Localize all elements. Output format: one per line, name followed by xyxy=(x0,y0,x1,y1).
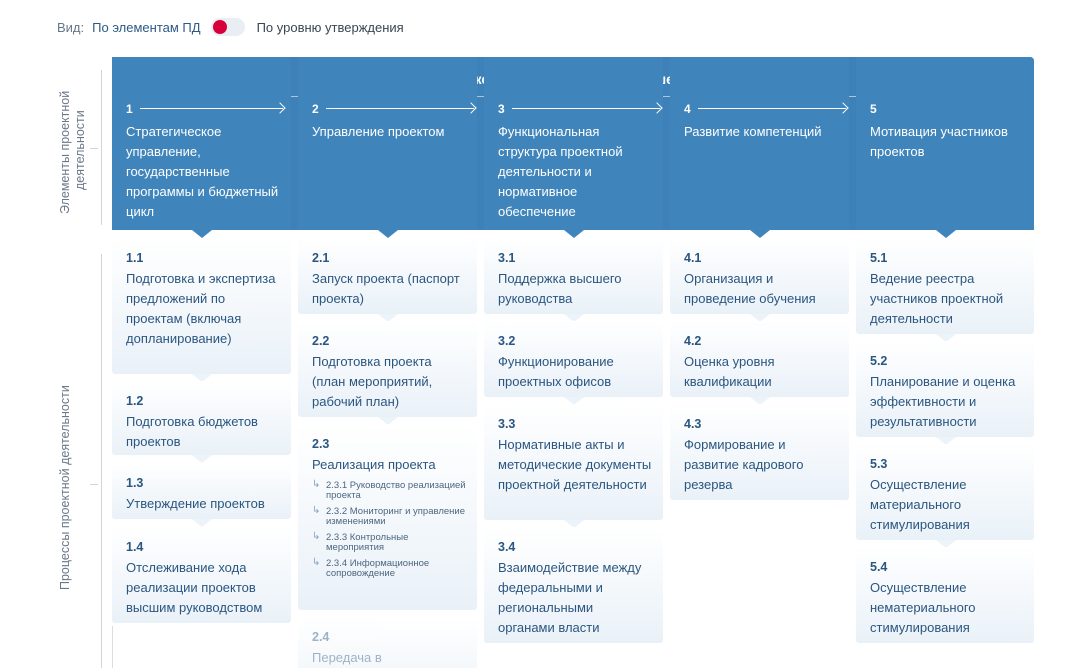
pillar-2[interactable] xyxy=(298,57,477,230)
subprocess-2-3-3[interactable]: ↳ 2.3.3 Контрольные мероприятия xyxy=(312,533,467,553)
pillar-title: Развитие компетенций xyxy=(684,124,822,139)
arrow-right-icon xyxy=(512,108,660,109)
process-title: Подготовка бюджетов проектов xyxy=(126,414,258,449)
pillar-title: Стратегическое управление, государственные программы и бюджетный цикл xyxy=(126,124,279,219)
process-card-4-2[interactable] xyxy=(670,321,849,397)
process-number: 5.2 xyxy=(870,354,888,368)
process-title: Реализация проекта xyxy=(312,457,436,472)
process-number: 1.4 xyxy=(126,540,144,554)
process-title: Запуск проекта (паспорт проекта) xyxy=(312,271,460,306)
process-title: Передача в xyxy=(312,650,382,665)
processes-side-label-text: Процессы проектной деятельности xyxy=(58,385,72,590)
process-card-5-1[interactable] xyxy=(856,238,1034,334)
column-1-guide-line xyxy=(112,626,113,668)
process-card-4-3[interactable] xyxy=(670,404,849,500)
elements-side-label-line2: деятельности xyxy=(73,110,87,190)
pillar-title: Мотивация участников проектов xyxy=(870,124,1008,159)
pillar-notch xyxy=(192,230,212,238)
pillar-1[interactable] xyxy=(112,57,291,230)
process-card-4-1[interactable] xyxy=(670,238,849,314)
process-title: Подготовка и экспертиза предложений по проектам (включая допланирование) xyxy=(126,271,276,346)
toggle-knob[interactable] xyxy=(213,20,227,34)
process-title: Взаимодействие между федеральными и региональными органами власти xyxy=(498,560,642,635)
pillar-number: 3 xyxy=(498,102,505,116)
process-title: Функционирование проектных офисов xyxy=(498,354,614,389)
process-number: 1.2 xyxy=(126,394,144,408)
process-card-3-2[interactable] xyxy=(484,321,663,397)
process-title: Ведение реестра участников проектной деятельности xyxy=(870,271,1004,326)
federal-header-title: решения xyxy=(639,72,699,87)
pillar-title: Функциональная структура проектной деятельности и нормативное обеспечение xyxy=(498,124,623,219)
process-card-3-1[interactable] xyxy=(484,238,663,314)
process-number: 2.3 xyxy=(312,437,330,451)
process-number: 3.1 xyxy=(498,251,516,265)
process-title: Отслеживание хода реализации проектов высшим руководством xyxy=(126,560,263,615)
process-number: 1.1 xyxy=(126,251,144,265)
process-card-2-1[interactable] xyxy=(298,238,477,314)
process-card-3-3[interactable] xyxy=(484,404,663,520)
processes-bracket-tick xyxy=(90,484,98,485)
process-number: 5.4 xyxy=(870,560,888,574)
process-card-5-2[interactable] xyxy=(856,341,1034,437)
arrow-right-icon xyxy=(140,108,283,109)
pillar-notch xyxy=(936,230,956,238)
process-number: 3.3 xyxy=(498,417,516,431)
view-option-by-elements[interactable]: По элементам ПД xyxy=(92,19,201,35)
pillar-notch xyxy=(750,230,770,238)
card-notch xyxy=(192,455,212,463)
pillar-4[interactable] xyxy=(670,57,849,230)
processes-bracket-line xyxy=(101,254,102,668)
process-number: 3.4 xyxy=(498,540,516,554)
process-title: Осуществление нематериального стимулирования xyxy=(870,580,976,635)
process-number: 3.2 xyxy=(498,334,516,348)
process-number: 1.3 xyxy=(126,476,144,490)
pillar-5[interactable] xyxy=(856,57,1034,230)
elements-side-label-line1: Элементы проектной xyxy=(58,90,72,214)
process-card-2-4[interactable] xyxy=(298,617,477,668)
process-title: Осуществление материального стимулирования xyxy=(870,477,970,532)
process-number: 4.3 xyxy=(684,417,702,431)
process-title: Планирование и оценка эффективности и результативности xyxy=(870,374,1016,429)
pillar-number: 5 xyxy=(870,102,877,116)
process-card-2-2[interactable] xyxy=(298,321,477,417)
pillar-notch xyxy=(564,230,584,238)
process-number: 2.2 xyxy=(312,334,330,348)
subprocess-2-3-1[interactable]: ↳ 2.3.1 Руководство реализацией проекта xyxy=(312,481,467,501)
process-card-1-3[interactable] xyxy=(112,463,291,519)
view-option-by-approval[interactable]: По уровню утверждения xyxy=(256,19,404,35)
subprocess-2-3-4[interactable]: ↳ 2.3.4 Информационное сопровождение xyxy=(312,559,467,579)
process-title: Оценка уровня квалификации xyxy=(684,354,775,389)
card-notch xyxy=(192,519,212,527)
process-title: Организация и проведение обучения xyxy=(684,271,816,306)
process-title: Формирование и развитие кадрового резерва xyxy=(684,437,804,492)
pillar-number: 1 xyxy=(126,102,133,116)
pillar-title: Управление проектом xyxy=(312,124,445,139)
view-label: Вид: xyxy=(57,19,85,35)
process-title: Утверждение проектов xyxy=(126,496,265,511)
view-switcher xyxy=(57,18,404,36)
process-card-5-3[interactable] xyxy=(856,444,1034,540)
elements-bracket-tick xyxy=(90,148,98,149)
subprocess-2-3-2[interactable]: ↳ 2.3.2 Мониторинг и управление изменениями xyxy=(312,507,467,527)
process-number: 4.1 xyxy=(684,251,702,265)
process-title: Нормативные акты и методические документы проектной деятельности xyxy=(498,437,652,492)
process-number: 2.1 xyxy=(312,251,330,265)
process-title: Поддержка высшего руководства xyxy=(498,271,622,306)
pillar-number: 4 xyxy=(684,102,691,116)
process-number: 5.1 xyxy=(870,251,888,265)
pillar-number: 2 xyxy=(312,102,319,116)
process-card-1-1[interactable] xyxy=(112,238,291,374)
process-number: 2.4 xyxy=(312,630,330,644)
process-card-1-2[interactable] xyxy=(112,381,291,455)
process-card-3-4[interactable] xyxy=(484,527,663,643)
process-title: Подготовка проекта (план мероприятий, рабочий план) xyxy=(312,354,433,409)
process-card-5-4[interactable] xyxy=(856,547,1034,643)
arrow-right-icon xyxy=(698,108,846,109)
process-card-2-3[interactable] xyxy=(298,424,477,610)
process-card-1-4[interactable] xyxy=(112,527,291,623)
pillar-3[interactable] xyxy=(484,57,663,230)
pillar-notch xyxy=(378,230,398,238)
elements-bracket-line xyxy=(101,70,102,225)
arrow-right-icon xyxy=(326,108,474,109)
view-toggle[interactable] xyxy=(211,18,245,36)
process-number: 4.2 xyxy=(684,334,702,348)
process-number: 5.3 xyxy=(870,457,888,471)
